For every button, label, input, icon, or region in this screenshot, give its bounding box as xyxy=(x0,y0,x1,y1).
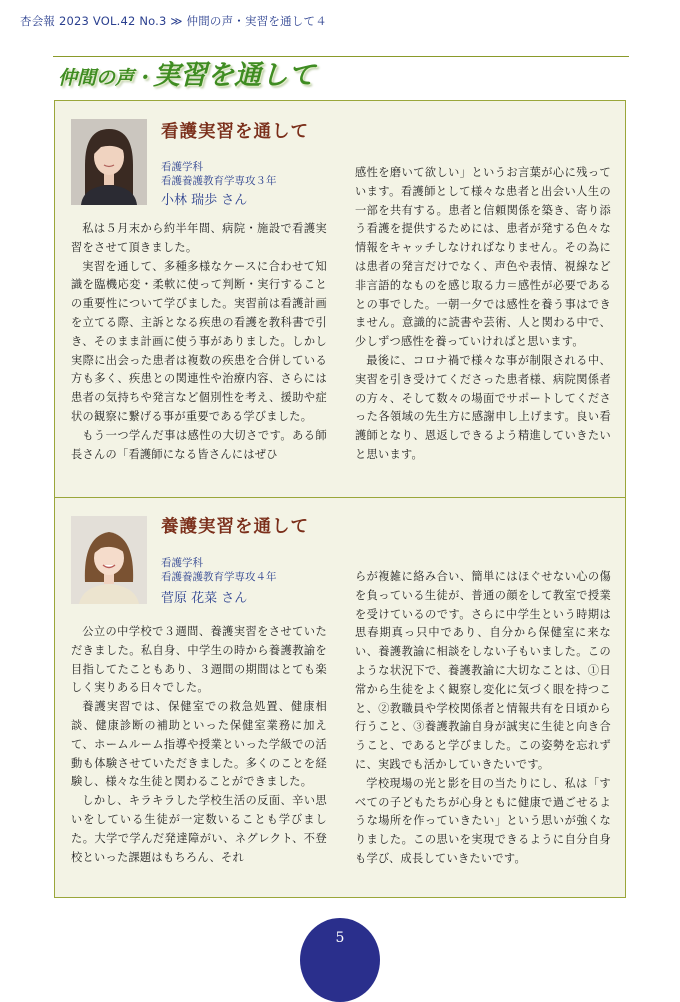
paragraph: 公立の中学校で３週間、養護実習をさせていただきました。私自身、中学生の時から養護教諭を目指してたこともあり、３週間の期間はとても楽しく実りある日々でした。 xyxy=(71,625,327,695)
article-body-column-left xyxy=(71,220,327,464)
author-department: 看護学科 xyxy=(161,557,203,569)
paragraph: らが複雑に絡み合い、簡単にはほぐせない心の傷を負っている生徒が、普通の顔をして教室で授業を受けているのです。さらに中学生という時期は思春期真っ只中であり、自分から保健室に来ない、養護教諭に相談をしない子もいました。このような状況下で、養護教諭に大切なことは、①日常から生徒をよく観察し変化に気づく眼を持つこと、②教職員や学校関係者と情報共有を日頃から行うこと、③養護教諭自身が誠実に生徒と向き合うこと、であると学びました。この姿勢を忘れずに、実践でも活かしていきたいです。 xyxy=(355,570,611,771)
article-panel-school-nursing xyxy=(54,498,626,898)
paragraph: 養護実習では、保健室での救急処置、健康相談、健康診断の補助といった保健室業務に加えて、ホームルーム指導や授業といった学級での活動も体験させていただきました。多くのことを経験し、様々な生徒と関わることができました。 xyxy=(71,700,327,789)
article-body-column-right xyxy=(355,568,611,869)
article-title: 看護実習を通して xyxy=(161,122,309,142)
title-rule xyxy=(53,56,629,57)
paragraph: 実習を通して、多種多様なケースに合わせて知識を臨機応変・柔軟に使って判断・実行することの重要性について学びました。実習前は看護計画を立てる際、主訴となる疾患の看護を教科書で引き、そのまま計画に使う事がありました。しかし実際に出会った患者は複数の疾患を合併している方も多く、疾患との関連性や治療内容、さらには患者の気持ちや発言など個別性を考え、援助や症状の観察に繋げる事が重要である学びました。 xyxy=(71,259,327,423)
author-photo xyxy=(71,516,147,604)
article-panel-nursing xyxy=(54,100,626,498)
article-body-column-left xyxy=(71,623,327,867)
author-name: 小林 瑞歩 さん xyxy=(161,193,248,208)
page-title xyxy=(58,62,315,89)
author-name: 菅原 花菜 さん xyxy=(161,591,248,606)
author-affiliation xyxy=(161,160,277,188)
running-header: 杏会報 2023 VOL.42 No.3 ≫ 仲間の声・実習を通して４ xyxy=(20,14,327,28)
page-title-prefix: 仲間の声・ xyxy=(58,67,154,89)
paragraph: もう一つ学んだ事は感性の大切さです。ある師長さんの「看護師になる皆さんにはぜひ xyxy=(71,428,327,461)
author-course: 看護養護教育学専攻３年 xyxy=(161,175,277,187)
paragraph: 私は５月末から約半年間、病院・施設で看護実習をさせて頂きました。 xyxy=(71,222,327,254)
article-body-column-right xyxy=(355,164,611,465)
paragraph: 学校現場の光と影を目の当たりにし、私は「すべての子どもたちが心身ともに健康で過ごせるような場所を作っていきたい」という思いが強くなりました。この思いを実現できるように自分自身も学び、成長していきたいです。 xyxy=(355,776,611,865)
author-course: 看護養護教育学専攻４年 xyxy=(161,571,277,583)
article-title: 養護実習を通して xyxy=(161,517,309,537)
paragraph: 感性を磨いて欲しい」というお言葉が心に残っています。看護師として様々な患者と出会い人生の一部を共有する。患者と信頼関係を築き、寄り添う看護を提供するためには、患者が発する色々な情報をキャッチしなければなりません。その為には患者の発言だけでなく、声色や表情、視線など非言語的なものを感じ取る力＝感性が必要であるとの事でした。一朝一夕では感性を養う事はできません。意識的に読書や芸術、人と関わる中で、少しずつ感性を養っていければと思います。 xyxy=(355,166,611,349)
paragraph: しかし、キラキラした学校生活の反面、辛い思いをしている生徒が一定数いることも学びました。大学で学んだ発達障がい、ネグレクト、不登校といった課題はもちろん、それ xyxy=(71,794,327,864)
author-photo xyxy=(71,119,147,205)
page-title-main: 実習を通して xyxy=(153,60,316,91)
author-affiliation xyxy=(161,556,277,584)
author-department: 看護学科 xyxy=(161,161,203,173)
page-number: 5 xyxy=(335,930,345,946)
paragraph: 最後に、コロナ禍で様々な事が制限される中、実習を引き受けてくださった患者様、病院関係者の方々、そして数々の場面でサポートしてくださった各領域の先生方に感謝申し上げます。良い看護師となり、恩返しできるよう精進していきたいと思います。 xyxy=(355,353,611,461)
